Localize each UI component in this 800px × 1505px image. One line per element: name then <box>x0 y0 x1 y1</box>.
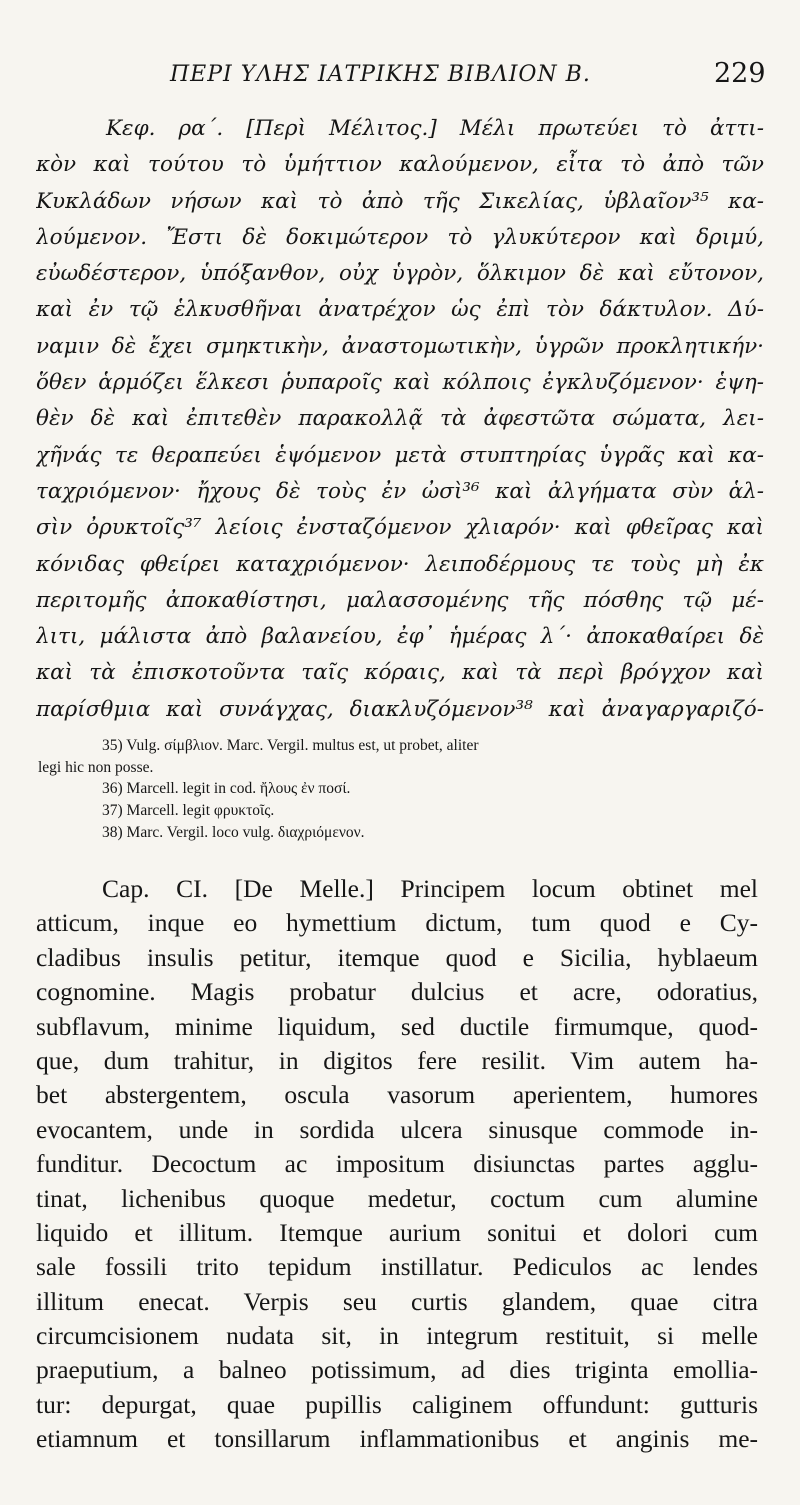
running-title: ΠΕΡΙ ΥΛΗΣ ΙΑΤΡΙΚΗΣ ΒΙΒΛΙΟΝ Β. <box>170 62 591 87</box>
greek-line: ταχριόμενον· ἤχους δὲ τοὺς ἐν ὠσὶ³⁶ καὶ ἀλγήματα σὺν ἁλ- <box>36 478 764 504</box>
latin-line: atticum, inque eo hymettium dictum, tum quod e Cy- <box>36 908 758 938</box>
footnote-line: 36) Marcell. legit in cod. ἤλους ἐν ποσί. <box>102 780 351 798</box>
greek-line: χῆνάς τε θεραπεύει ἑψόμενον μετὰ στυπτηρίας ὑγρᾶς καὶ κα- <box>36 442 764 468</box>
latin-line: liquido et illitum. Itemque aurium sonitui et dolori cum <box>36 1217 758 1247</box>
greek-line: περιτομῆς ἀποκαθίστησι, μαλασσομένης τῆς πόσθης τῷ μέ- <box>36 587 764 613</box>
footnote-line: legi hic non posse. <box>38 758 154 776</box>
latin-line: Cap. CI. [De Melle.] Principem locum obtinet mel <box>102 874 758 903</box>
greek-line: σὶν ὀρυκτοῖς³⁷ λείοις ἐνσταζόμενον χλιαρόν· καὶ φθεῖρας καὶ <box>36 515 764 541</box>
latin-line: que, dum trahitur, in digitos fere resilit. Vim autem ha- <box>36 1045 758 1075</box>
greek-line: Κυκλάδων νήσων καὶ τὸ ἀπὸ τῆς Σικελίας, ὑβλαῖον³⁵ κα- <box>36 188 764 214</box>
latin-line: etiamnum et tonsillarum inflammationibus et anginis me- <box>36 1424 758 1454</box>
running-head <box>0 58 800 102</box>
latin-line: cognomine. Magis probatur dulcius et acre, odoratius, <box>36 977 758 1007</box>
latin-line: tur: depurgat, quae pupillis caliginem offundunt: gutturis <box>36 1389 758 1419</box>
greek-line: λούμενον. Ἔστι δὲ δοκιμώτερον τὸ γλυκύτερον καὶ δριμύ, <box>36 224 764 250</box>
greek-line: ναμιν δὲ ἔχει σμηκτικὴν, ἀναστομωτικὴν, ὑγρῶν προκλητικήν· <box>36 333 764 359</box>
footnote-line: 35) Vulg. σίμβλιον. Marc. Vergil. multus est, ut probet, aliter <box>102 737 479 754</box>
latin-line: funditur. Decoctum ac impositum disiunctas partes agglu- <box>36 1149 758 1179</box>
latin-line: cladibus insulis petitur, itemque quod e Sicilia, hyblaeum <box>36 942 758 972</box>
greek-line: Κεφ. ρα΄. [Περὶ Μέλιτος.] Μέλι πρωτεύει τὸ ἀττι- <box>106 116 764 141</box>
footnote-line: 37) Marcell. legit φρυκτοῖς. <box>102 802 275 820</box>
greek-line: ὅθεν ἁρμόζει ἕλκεσι ῥυπαροῖς καὶ κόλποις ἐγκλυζόμενον· ἑψη- <box>36 370 764 396</box>
page-number: 229 <box>714 58 766 89</box>
greek-line: κὸν καὶ τούτου τὸ ὑμήττιον καλούμενον, εἶτα τὸ ἀπὸ τῶν <box>36 152 764 178</box>
footnotes <box>38 735 766 843</box>
latin-text-block <box>36 872 758 1457</box>
greek-line: λιτι, μάλιστα ἀπὸ βαλανείου, ἐφ᾽ ἡμέρας λ΄· ἀποκαθαίρει δὲ <box>36 624 764 650</box>
latin-line: bet abstergentem, oscula vasorum aperientem, humores <box>36 1080 758 1110</box>
greek-line: θὲν δὲ καὶ ἐπιτεθὲν παρακολλᾷ τὰ ἀφεστῶτα σώματα, λει- <box>36 406 764 432</box>
greek-line: παρίσθμια καὶ συνάγχας, διακλυζόμενον³⁸ καὶ ἀναγαργαριζό- <box>36 696 764 722</box>
latin-line: tinat, lichenibus quoque medetur, coctum cum alumine <box>36 1183 758 1213</box>
footnote-line: 38) Marc. Vergil. loco vulg. διαχριόμενον. <box>102 823 365 841</box>
greek-line: κόνιδας φθείρει καταχριόμενον· λειποδέρμους τε τοὺς μὴ ἐκ <box>36 551 764 577</box>
greek-line: καὶ τὰ ἐπισκοτοῦντα ταῖς κόραις, καὶ τὰ περὶ βρόγχον καὶ <box>36 660 764 686</box>
greek-line: καὶ ἐν τῷ ἑλκυσθῆναι ἀνατρέχον ὡς ἐπὶ τὸν δάκτυλον. Δύ- <box>36 297 764 323</box>
greek-text-block <box>36 111 764 728</box>
latin-line: illitum enecat. Verpis seu curtis glandem, quae citra <box>36 1286 758 1316</box>
latin-line: sale fossili trito tepidum instillatur. Pediculos ac lendes <box>36 1252 758 1282</box>
latin-line: praeputium, a balneo potissimum, ad dies triginta emollia- <box>36 1355 758 1385</box>
latin-line: evocantem, unde in sordida ulcera sinusque commode in- <box>36 1114 758 1144</box>
greek-line: εὐωδέστερον, ὑπόξανθον, οὐχ ὑγρὸν, ὅλκιμον δὲ καὶ εὔτονον, <box>36 261 764 287</box>
latin-line: circumcisionem nudata sit, in integrum restituit, si melle <box>36 1321 758 1351</box>
latin-line: subflavum, minime liquidum, sed ductile firmumque, quod- <box>36 1011 758 1041</box>
